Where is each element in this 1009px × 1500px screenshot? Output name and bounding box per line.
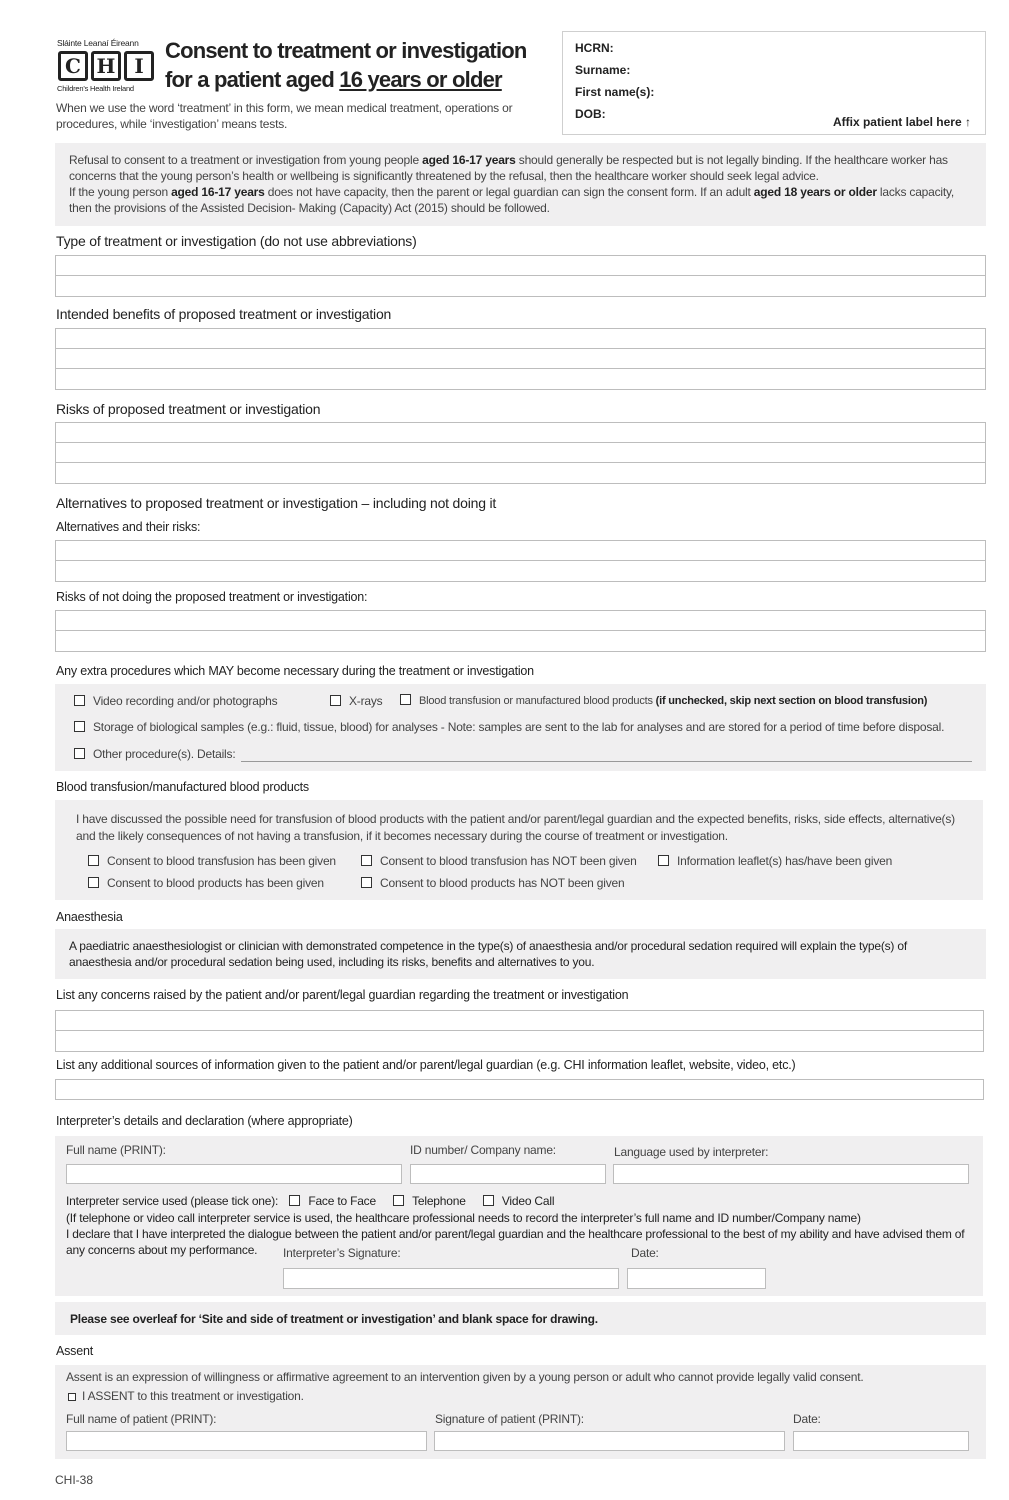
blood-checkbox[interactable] bbox=[400, 694, 411, 705]
blood-opt-4[interactable]: Consent to blood products has been given bbox=[88, 876, 324, 890]
blood-opt-3[interactable]: Information leaflet(s) has/have been given bbox=[658, 854, 892, 868]
form-title bbox=[165, 36, 527, 94]
sources-title: List any additional sources of information given to the patient and/or parent/legal guardian (e.g. CHI information leaflet, website, video, etc.) bbox=[56, 1058, 796, 1072]
concerns-field[interactable] bbox=[55, 1010, 984, 1052]
form-title-line2: for a patient aged 16 years or older bbox=[165, 67, 502, 92]
arrow-up-icon: ↑ bbox=[965, 115, 971, 129]
intro-text: When we use the word ‘treatment’ in this form, we mean medical treatment, operations or procedures, while ‘investigation’ means tests. bbox=[56, 101, 513, 131]
dob-label: DOB: bbox=[575, 107, 606, 121]
telephone-option[interactable]: Telephone bbox=[393, 1194, 466, 1208]
assent-text: Assent is an expression of willingness or affirmative agreement to an intervention given by a young person or adult who cannot provide legally valid consent. bbox=[66, 1370, 864, 1384]
alt-risks-field[interactable] bbox=[55, 540, 986, 582]
concerns-title: List any concerns raised by the patient and/or parent/legal guardian regarding the treatment or investigation bbox=[56, 988, 629, 1002]
other-details-line[interactable] bbox=[241, 761, 972, 762]
xrays-checkbox[interactable] bbox=[330, 695, 341, 706]
face-checkbox[interactable] bbox=[289, 1195, 300, 1206]
anaesthesia-title: Anaesthesia bbox=[56, 910, 123, 924]
blood-option[interactable]: Blood transfusion or manufactured blood products (if unchecked, skip next section on blood transfusion) bbox=[400, 694, 927, 707]
video-call-option[interactable]: Video Call bbox=[483, 1194, 554, 1208]
overleaf-box bbox=[55, 1302, 986, 1335]
interp-signature-label: Interpreter’s Signature: bbox=[283, 1246, 401, 1260]
form-code: CHI-38 bbox=[55, 1473, 94, 1487]
interp-language-input[interactable] bbox=[613, 1164, 969, 1184]
risks-title: Risks of proposed treatment or investigation bbox=[56, 401, 321, 417]
age-underlined: 16 years or older bbox=[339, 67, 502, 92]
logo-bottom-text: Children's Health Ireland bbox=[57, 84, 134, 93]
anaesthesia-box bbox=[55, 929, 986, 979]
blood-text: I have discussed the possible need for transfusion of blood products with the patient and/or parent/legal guardian and the expected benefits, risks, side effects, alternative(s) and the likely consequences of not having a transfusion, if it becomes necessary during the course of treatment or investigation. bbox=[76, 812, 955, 843]
blood-opt-4-checkbox[interactable] bbox=[88, 877, 99, 888]
benefits-title: Intended benefits of proposed treatment or investigation bbox=[56, 306, 392, 322]
assent-name-input[interactable] bbox=[66, 1431, 427, 1451]
video-checkbox[interactable] bbox=[74, 695, 85, 706]
chi-logo bbox=[57, 38, 157, 98]
interp-id-label: ID number/ Company name: bbox=[410, 1143, 556, 1157]
logo-letter-h: H bbox=[91, 51, 121, 81]
blood-title: Blood transfusion/manufactured blood products bbox=[56, 780, 309, 794]
storage-option[interactable]: Storage of biological samples (e.g.: fluid, tissue, blood) for analyses - Note: samples are sent to the lab for analyses and are stored for a period of time before disposal. bbox=[74, 720, 944, 734]
interp-note: (If telephone or video call interpreter service is used, the healthcare professional needs to record the interpreter’s full name and ID number/Company name) bbox=[66, 1211, 861, 1225]
interp-name-input[interactable] bbox=[66, 1164, 402, 1184]
blood-opt-1[interactable]: Consent to blood transfusion has been given bbox=[88, 854, 336, 868]
alternatives-title: Alternatives to proposed treatment or investigation – including not doing it bbox=[56, 495, 497, 511]
interp-language-label: Language used by interpreter: bbox=[614, 1145, 769, 1159]
logo-top-text: Sláinte Leanaí Éireann bbox=[57, 38, 139, 48]
type-field[interactable] bbox=[55, 255, 986, 297]
blood-opt-5[interactable]: Consent to blood products has NOT been given bbox=[361, 876, 624, 890]
blood-opt-2-checkbox[interactable] bbox=[361, 855, 372, 866]
blood-opt-3-checkbox[interactable] bbox=[658, 855, 669, 866]
assent-date-label: Date: bbox=[793, 1412, 821, 1426]
risks-field[interactable] bbox=[55, 422, 986, 484]
interp-service-row: Interpreter service used (please tick one): Face to Face Telephone Video Call bbox=[66, 1194, 555, 1208]
refusal-notice: Refusal to consent to a treatment or investigation from young people aged 16-17 years should generally be respected but is not legally binding. If the healthcare worker has concerns that the young person’s health or wellbeing is significantly threatened by the refusal, then the healthcare worker should seek legal advice. If the young person aged 16-17 years does not have capacity, then the parent or legal guardian can sign the consent form. If an adult aged 18 years or older lacks capacity, then the provisions of the Assisted Decision- Making (Capacity) Act (2015) should be followed. bbox=[55, 143, 986, 226]
first-names-label: First name(s): bbox=[575, 85, 655, 99]
blood-opt-5-checkbox[interactable] bbox=[361, 877, 372, 888]
interp-declaration: I declare that I have interpreted the dialogue between the patient and/or parent/legal guardian and the healthcare professional to the best of my ability and have advised them of any concerns about my performance. bbox=[66, 1227, 965, 1257]
video-call-checkbox[interactable] bbox=[483, 1195, 494, 1206]
anaesthesia-text: A paediatric anaesthesiologist or clinician with demonstrated competence in the type(s) of anaesthesia and/or procedural sedation required will explain the type(s) of anaesthesia and/or procedural sedation being used, including its risks, benefits and alternatives to you. bbox=[69, 939, 907, 969]
not-doing-field[interactable] bbox=[55, 610, 986, 652]
blood-box bbox=[55, 800, 983, 900]
surname-label: Surname: bbox=[575, 63, 631, 77]
type-title: Type of treatment or investigation (do not use abbreviations) bbox=[56, 233, 417, 249]
face-option[interactable]: Face to Face bbox=[289, 1194, 376, 1208]
benefits-field[interactable] bbox=[55, 328, 986, 390]
patient-label-box bbox=[562, 31, 986, 135]
assent-signature-label: Signature of patient (PRINT): bbox=[435, 1412, 584, 1426]
storage-checkbox[interactable] bbox=[74, 721, 85, 732]
interp-date-label: Date: bbox=[631, 1246, 659, 1260]
overleaf-note: Please see overleaf for ‘Site and side of treatment or investigation’ and blank space for drawing. bbox=[70, 1312, 598, 1326]
sources-field[interactable] bbox=[55, 1079, 984, 1100]
assent-title: Assent bbox=[56, 1344, 94, 1358]
logo-letter-c: C bbox=[58, 51, 88, 81]
other-option[interactable]: Other procedure(s). Details: bbox=[74, 747, 235, 761]
logo-letter-i: I bbox=[124, 51, 154, 81]
interp-id-input[interactable] bbox=[410, 1164, 606, 1184]
xrays-option[interactable]: X-rays bbox=[330, 694, 382, 708]
video-option[interactable]: Video recording and/or photographs bbox=[74, 694, 277, 708]
assent-name-label: Full name of patient (PRINT): bbox=[66, 1412, 217, 1426]
extra-title: Any extra procedures which MAY become necessary during the treatment or investigation bbox=[56, 664, 534, 678]
hcrn-label: HCRN: bbox=[575, 41, 614, 55]
assent-checkbox[interactable] bbox=[68, 1393, 76, 1401]
interpreter-title: Interpreter’s details and declaration (where appropriate) bbox=[56, 1114, 353, 1128]
telephone-checkbox[interactable] bbox=[393, 1195, 404, 1206]
blood-opt-2[interactable]: Consent to blood transfusion has NOT been given bbox=[361, 854, 637, 868]
assent-checkbox-row[interactable]: I ASSENT to this treatment or investigation. bbox=[68, 1389, 304, 1403]
affix-label: Affix patient label here ↑ bbox=[832, 115, 971, 129]
interp-name-label: Full name (PRINT): bbox=[66, 1143, 166, 1157]
assent-box bbox=[55, 1365, 986, 1459]
assent-date-input[interactable] bbox=[793, 1431, 969, 1451]
blood-opt-1-checkbox[interactable] bbox=[88, 855, 99, 866]
interp-date-input[interactable] bbox=[627, 1268, 766, 1289]
other-checkbox[interactable] bbox=[74, 748, 85, 759]
interp-signature-input[interactable] bbox=[283, 1268, 619, 1289]
form-title-line1: Consent to treatment or investigation bbox=[165, 38, 527, 63]
alt-risks-label: Alternatives and their risks: bbox=[56, 520, 201, 534]
assent-signature-input[interactable] bbox=[434, 1431, 785, 1451]
not-doing-label: Risks of not doing the proposed treatment or investigation: bbox=[56, 590, 368, 604]
interpreter-box bbox=[55, 1136, 983, 1296]
extra-procedures-box bbox=[55, 684, 986, 771]
